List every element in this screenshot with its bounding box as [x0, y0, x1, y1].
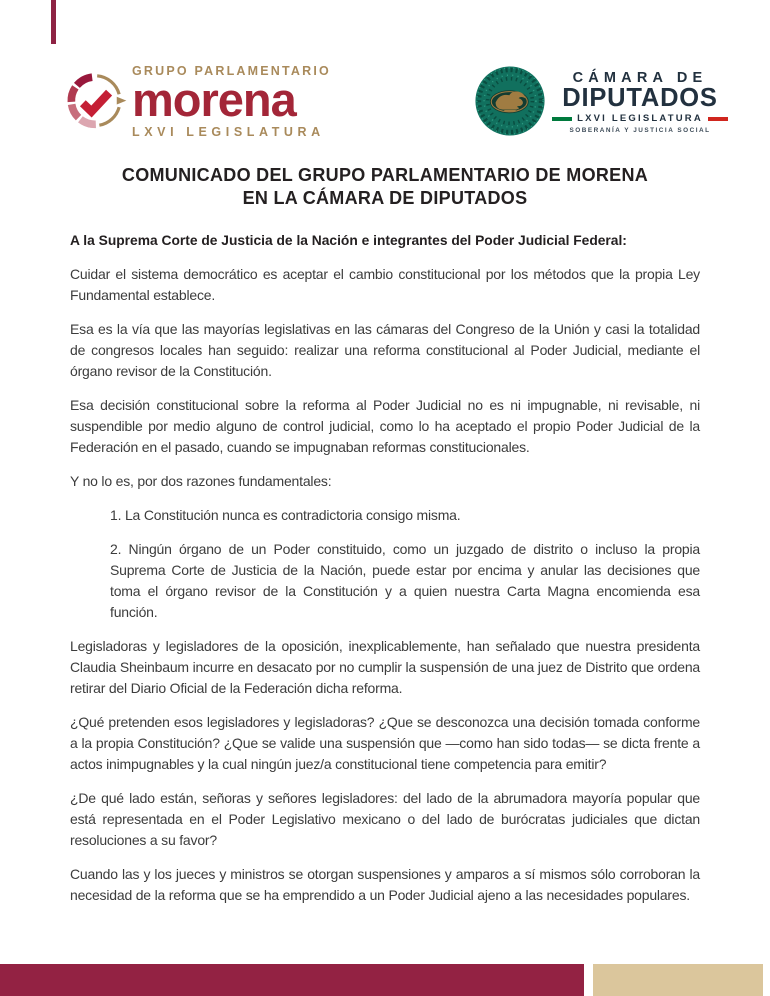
paragraph-3: Esa decisión constitucional sobre la reforma al Poder Judicial no es ni impugnable, ni revisable, ni suspendible por medio alguno de control judicial, como lo ha aceptado el propio Poder Judicial de la Federación en el pasado, cuando se impugnaban reformas constitucionales. — [70, 397, 700, 455]
paragraph-4: Y no lo es, por dos razones fundamentales: — [70, 473, 332, 489]
list-item-1: 1. La Constitución nunca es contradictoria consigo misma. — [110, 507, 461, 523]
camara-logo-text — [551, 62, 729, 134]
paragraph-6: ¿Qué pretenden esos legisladores y legisladoras? ¿Que se desconozca una decisión tomada conforme a la propia Constitución? ¿Que se valide una suspensión que —como han sido todas— se dicta frente a actos inimpugnables y la cual ningún juez/a constitucional tiene competencia para emitir? — [70, 714, 700, 772]
list-item-2: 2. Ningún órgano de un Poder constituido, como un juzgado de distrito o incluso la propia Suprema Corte de Justicia de la Nación, puede estar por encima y anular las decisiones que toma el órgano revisor de la Constitución y a quien nuestra Carta Magna encomienda esa función. — [110, 541, 700, 620]
camara-logo-legislature-row — [551, 113, 729, 124]
page-title — [70, 164, 700, 210]
paragraph-8: Cuando las y los jueces y ministros se otorgan suspensiones y amparos a sí mismos sólo corroboran la necesidad de la reforma que se ha emprendido a un Poder Judicial ajeno a las necesidades populares. — [70, 866, 700, 903]
camara-logo — [474, 62, 729, 137]
camara-logo-line2: DIPUTADOS — [562, 84, 718, 112]
document-body — [70, 164, 700, 919]
camara-logo-motto: SOBERANÍA Y JUSTICIA SOCIAL — [569, 127, 711, 134]
flag-green-dash — [552, 117, 572, 121]
paragraph-5: Legisladoras y legisladores de la oposición, inexplicablemente, han señalado que nuestra presidenta Claudia Sheinbaum incurre en desacato por no cumplir la suspensión de una juez de Distrito que ordena retirar del Diario Oficial de la Federación dicha reforma. — [70, 638, 700, 696]
footer-gold-bar — [593, 964, 763, 996]
paragraph-7: ¿De qué lado están, señoras y señores legisladores: del lado de la abrumadora mayoría popular que está representada en el Poder Legislativo mexicano o del lado de burócratas judiciales que dictan resoluciones a su favor? — [70, 790, 700, 848]
morena-wordmark: morena — [132, 73, 296, 126]
title-line-2: EN LA CÁMARA DE DIPUTADOS — [242, 188, 528, 208]
top-left-accent-bar — [51, 0, 56, 44]
morena-emblem-icon — [63, 66, 127, 134]
morena-logo-legislature-label: LXVI LEGISLATURA — [132, 125, 325, 139]
camara-seal-icon — [474, 65, 546, 137]
morena-logo-top-label: GRUPO PARLAMENTARIO — [132, 64, 331, 78]
salutation: A la Suprema Corte de Justicia de la Nación e integrantes del Poder Judicial Federal: — [70, 233, 627, 248]
paragraph-2: Esa es la vía que las mayorías legislativas en las cámaras del Congreso de la Unión y casi la totalidad de congresos locales han seguido: realizar una reforma constitucional al Poder Judicial, mediante el órgano revisor de la Constitución. — [70, 321, 700, 379]
footer-maroon-bar — [0, 964, 584, 996]
morena-logo-text — [132, 64, 331, 139]
title-line-1: COMUNICADO DEL GRUPO PARLAMENTARIO DE MORENA — [121, 165, 649, 185]
flag-red-dash — [708, 117, 728, 121]
paragraph-1: Cuidar el sistema democrático es aceptar el cambio constitucional por los métodos que la propia Ley Fundamental establece. — [70, 266, 700, 303]
camara-logo-legislature-label: LXVI LEGISLATURA — [577, 113, 703, 124]
camara-logo-line1: CÁMARA DE — [572, 70, 708, 86]
morena-logo — [63, 64, 331, 139]
